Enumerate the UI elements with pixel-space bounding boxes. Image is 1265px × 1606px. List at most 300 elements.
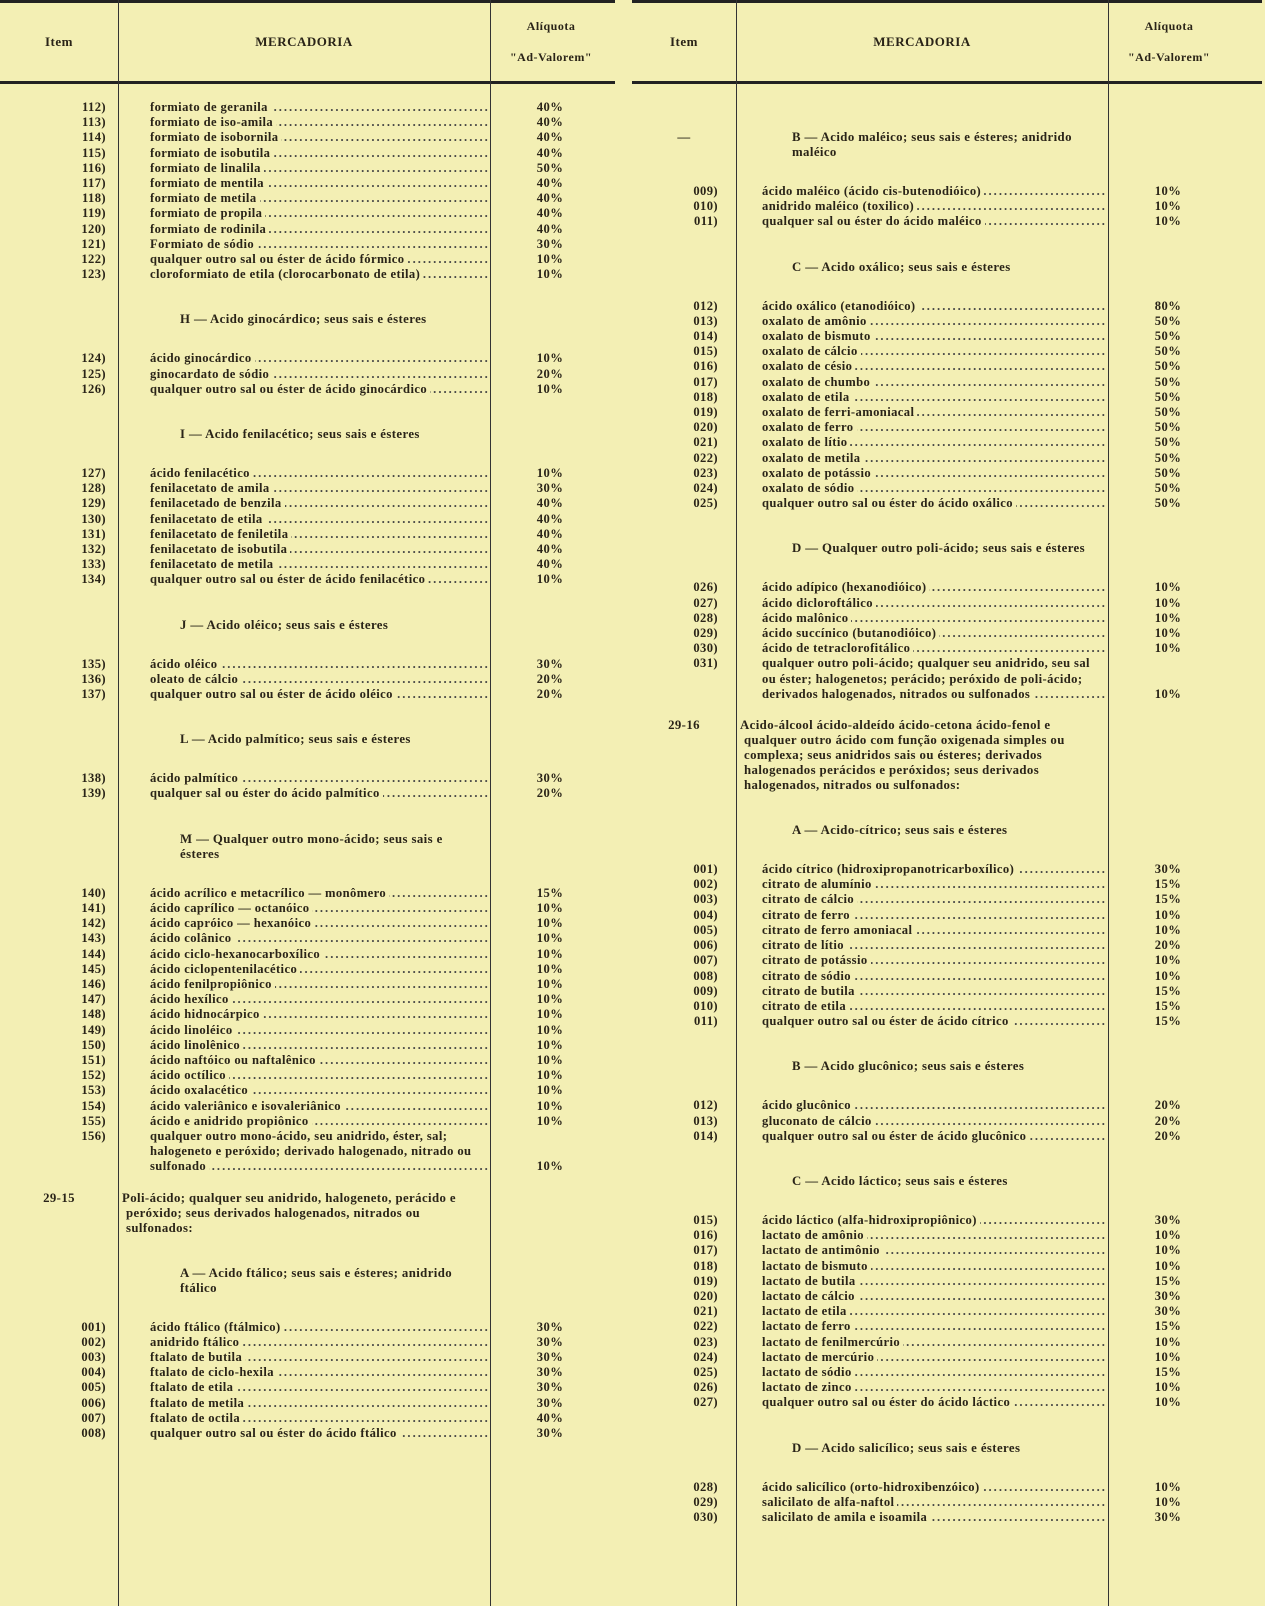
description — [150, 947, 488, 962]
description — [762, 214, 1106, 229]
row-content — [150, 992, 488, 1007]
description — [762, 1350, 1106, 1365]
aliquota-value: 30% — [536, 1425, 564, 1440]
item-code: 029) — [693, 626, 718, 641]
aliquota-value: 30% — [536, 656, 564, 671]
description — [150, 130, 488, 145]
aliquota-value: 20% — [536, 671, 564, 686]
item-code: 024) — [693, 481, 718, 496]
description — [762, 1365, 1106, 1380]
row-content — [150, 1023, 488, 1038]
description-text: qualquer sal ou éster do ácido maléico — [762, 214, 985, 228]
item-code: 018) — [693, 1258, 718, 1273]
item-code: 129) — [81, 496, 106, 511]
row-content — [150, 687, 488, 702]
description-text: lactato de ferro — [762, 1319, 854, 1333]
description-text: qualquer outro mono-ácido, seu anidrido, éster, sal; halogeneto e peróxido; derivado halogenado, nitrado ou sulfonado — [150, 1128, 472, 1174]
table-row — [81, 946, 564, 962]
table-row — [693, 465, 1182, 481]
group-code: 29-16 — [668, 718, 700, 733]
aliquota-value: 10% — [536, 992, 564, 1007]
item-code: 145) — [81, 961, 106, 976]
description — [150, 351, 488, 366]
aliquota-value: 10% — [1154, 686, 1182, 701]
description-text: ftalato de etila — [150, 1380, 236, 1394]
description-text: ácido hidnocárpico — [150, 1007, 263, 1021]
description-text: ácido oléico — [150, 657, 220, 671]
row-content — [150, 657, 488, 672]
aliquota-value: 10% — [536, 466, 564, 481]
description — [150, 977, 488, 992]
table-row — [693, 1364, 1182, 1380]
description — [150, 931, 488, 946]
heading-text: L — Acido palmítico; seus sais e ésteres — [180, 732, 411, 747]
item-code: 029) — [693, 1494, 718, 1509]
table-row — [693, 1243, 1182, 1258]
description — [150, 496, 488, 511]
description-text: ácido ginocárdico — [150, 351, 255, 365]
table-row — [81, 1098, 564, 1114]
table-row — [81, 885, 564, 901]
header-mercadoria: MERCADORIA — [873, 34, 971, 49]
description — [762, 953, 1106, 968]
description-text: ácido cítrico (hidroxipropanotricarboxílico) — [762, 862, 1017, 876]
item-code: 011) — [694, 1014, 718, 1029]
description-text: ácido ciclopentenilacético — [150, 962, 300, 976]
row-content — [150, 786, 488, 801]
item-code: 134) — [81, 572, 106, 587]
description-text: oxalato de amônio — [762, 314, 870, 328]
left-entries — [0, 100, 615, 1441]
aliquota-value: 40% — [536, 115, 564, 130]
section-heading — [792, 1059, 1102, 1074]
item-code: 017) — [693, 1243, 718, 1258]
heading-text: C — Acido oxálico; seus sais e ésteres — [792, 259, 1011, 274]
item-code: 026) — [693, 580, 718, 595]
description-text: ácido láctico (alfa-hidroxipropiônico) — [762, 1213, 980, 1227]
description — [150, 512, 488, 527]
item-code: 136) — [81, 671, 106, 686]
description-text: qualquer outro sal ou éster do ácido ftálico — [150, 1426, 400, 1440]
right-column — [632, 0, 1262, 1606]
row-content — [150, 1335, 488, 1350]
table-row — [693, 1273, 1182, 1289]
item-code: 014) — [693, 1128, 718, 1143]
item-code: 127) — [81, 466, 106, 481]
row-content — [762, 641, 1106, 656]
aliquota-value: 30% — [1154, 1212, 1182, 1227]
description-text: qualquer outro sal ou éster de ácido ginocárdico — [150, 382, 430, 396]
description-text: ácido hexílico — [150, 992, 232, 1006]
table-row — [81, 656, 564, 672]
item-code: 028) — [693, 1479, 718, 1494]
table-row — [81, 771, 564, 786]
item-code: 114) — [82, 130, 106, 145]
description-text: qualquer sal ou éster do ácido palmítico — [150, 786, 383, 800]
description-text: salicilato de alfa-naftol — [762, 1495, 897, 1509]
description — [762, 1319, 1106, 1334]
row-content — [150, 206, 488, 221]
aliquota-value: 15% — [1154, 1319, 1182, 1334]
table-row — [693, 580, 1182, 595]
table-header — [632, 0, 1262, 84]
row-content — [762, 1243, 1106, 1258]
table-row — [81, 671, 564, 687]
table-row — [693, 420, 1182, 435]
description — [762, 1213, 1106, 1228]
description — [150, 1023, 488, 1038]
aliquota-value: 40% — [536, 206, 564, 221]
item-code: 002) — [693, 877, 718, 892]
description-text: formiato de geranila — [150, 100, 271, 114]
aliquota-value: 40% — [536, 1410, 564, 1425]
description-text: ácido octílico — [150, 1068, 229, 1082]
aliquota-value: 40% — [536, 526, 564, 541]
row-content — [762, 1480, 1106, 1495]
item-code: 021) — [693, 1304, 718, 1319]
description-text: ftalato de ciclo-hexila — [150, 1365, 277, 1379]
row-content — [762, 580, 1106, 595]
aliquota-value: 50% — [1154, 344, 1182, 359]
aliquota-value: 40% — [536, 496, 564, 511]
item-code: 003) — [81, 1349, 106, 1364]
item-code: 023) — [693, 465, 718, 480]
table-row — [82, 160, 564, 176]
section-heading — [792, 260, 1102, 275]
row-content — [150, 1068, 488, 1083]
item-code: 016) — [693, 359, 718, 374]
row-content — [150, 496, 488, 511]
table-row — [693, 626, 1182, 641]
description — [762, 984, 1106, 999]
description-text: formiato de metila — [150, 191, 260, 205]
row-content — [762, 496, 1106, 511]
table-row — [81, 1349, 564, 1365]
row-content — [762, 877, 1106, 892]
table-row — [82, 145, 564, 161]
item-code: 002) — [81, 1334, 106, 1349]
heading-text: B — Acido maléico; seus sais e ésteres; anidrido maléico — [792, 130, 1072, 159]
item-code: 030) — [693, 641, 718, 656]
description-text: fenilacetato de metila — [150, 557, 277, 571]
row-content — [150, 1411, 488, 1426]
aliquota-value: 40% — [536, 176, 564, 191]
item-code: 005) — [81, 1380, 106, 1395]
item-code: 013) — [693, 1113, 718, 1128]
aliquota-value: 10% — [536, 931, 564, 946]
description-text: formiato de isobutila — [150, 146, 273, 160]
table-row — [693, 450, 1182, 466]
aliquota-value: 30% — [1154, 1509, 1182, 1524]
item-code: 141) — [81, 900, 106, 915]
aliquota-value: 20% — [1154, 1098, 1182, 1113]
description-text: oxalato de chumbo — [762, 375, 873, 389]
aliquota-value: 10% — [536, 351, 564, 366]
row-content — [150, 977, 488, 992]
aliquota-value: 10% — [536, 961, 564, 976]
table-row — [693, 1304, 1182, 1319]
description-text: citrato de lítio — [762, 938, 847, 952]
row-content — [150, 962, 488, 977]
description-text: ácido maléico (ácido cis-butenodióico) — [762, 184, 984, 198]
item-code: 131) — [81, 526, 106, 541]
table-row — [693, 1494, 1182, 1510]
table-row — [693, 1349, 1182, 1365]
description — [150, 1320, 488, 1335]
table-row — [81, 526, 564, 542]
header-aliquota-line2: "Ad-Valorem" — [1128, 50, 1210, 64]
description-text: oleato de cálcio — [150, 672, 241, 686]
table-row — [81, 381, 564, 397]
table-row — [693, 1228, 1182, 1243]
aliquota-value: 30% — [536, 1334, 564, 1349]
aliquota-value: 20% — [1154, 938, 1182, 953]
description — [150, 237, 488, 252]
row-content — [150, 351, 488, 366]
item-code: 012) — [693, 1098, 718, 1113]
group-heading — [668, 718, 1104, 793]
description — [762, 496, 1106, 511]
aliquota-value: 15% — [1154, 998, 1182, 1013]
description-text: oxalato de cálcio — [762, 344, 861, 358]
description — [762, 596, 1106, 611]
item-code: 013) — [693, 313, 718, 328]
item-code: 011) — [694, 214, 718, 229]
section-heading — [677, 130, 1102, 160]
description — [762, 1098, 1106, 1113]
table-row — [693, 595, 1182, 611]
description — [150, 161, 488, 176]
row-content — [762, 938, 1106, 953]
description-text: citrato de potássio — [762, 953, 871, 967]
row-content — [762, 1495, 1106, 1510]
description — [150, 1365, 488, 1380]
row-content — [150, 1053, 488, 1068]
row-content — [762, 969, 1106, 984]
description-text: formiato de mentila — [150, 176, 267, 190]
description — [150, 146, 488, 161]
header-aliquota — [490, 3, 612, 81]
description-text: ácido glucônico — [762, 1098, 854, 1112]
row-content — [762, 1335, 1106, 1350]
aliquota-value: 10% — [536, 1037, 564, 1052]
item-code: 025) — [693, 496, 718, 511]
description-text: lactato de fenilmercúrio — [762, 1335, 903, 1349]
table-row — [693, 1319, 1182, 1334]
item-code: 154) — [81, 1098, 106, 1113]
row-content — [762, 1365, 1106, 1380]
aliquota-value: 30% — [536, 1365, 564, 1380]
item-code: 015) — [693, 1212, 718, 1227]
description — [762, 1259, 1106, 1274]
row-content — [150, 901, 488, 916]
item-code: 022) — [693, 1319, 718, 1334]
table-row — [81, 1334, 564, 1350]
aliquota-value: 15% — [1154, 877, 1182, 892]
item-code: 126) — [81, 381, 106, 396]
table-row — [81, 466, 564, 481]
item-code: 008) — [693, 968, 718, 983]
aliquota-value: 50% — [1154, 435, 1182, 450]
description-text: formiato de rodinila — [150, 222, 269, 236]
description — [762, 1014, 1106, 1029]
item-code: 005) — [693, 922, 718, 937]
aliquota-value: 30% — [536, 236, 564, 251]
description-text: ácido fenilpropiônico — [150, 977, 275, 991]
description-text: lactato de amônio — [762, 1228, 867, 1242]
row-content — [762, 390, 1106, 405]
item-code: 139) — [81, 786, 106, 801]
aliquota-value: 50% — [536, 160, 564, 175]
aliquota-value: 40% — [536, 130, 564, 145]
description — [150, 1335, 488, 1350]
item-code: 112) — [82, 100, 106, 114]
description-text: citrato de alumínio — [762, 877, 875, 891]
aliquota-value: 15% — [1154, 1273, 1182, 1288]
table-row — [81, 221, 564, 237]
description — [762, 481, 1106, 496]
description — [762, 969, 1106, 984]
aliquota-value: 20% — [536, 786, 564, 801]
item-code: 001) — [81, 1319, 106, 1334]
aliquota-value: 50% — [1154, 374, 1182, 389]
description-text: ácido malônico — [762, 611, 851, 625]
aliquota-value: 10% — [536, 1068, 564, 1083]
table-row — [81, 572, 564, 587]
aliquota-value: 30% — [536, 1380, 564, 1395]
row-content — [762, 656, 1106, 702]
item-code: 148) — [81, 1007, 106, 1022]
left-column — [0, 0, 615, 1606]
row-content — [762, 1213, 1106, 1228]
description-text: qualquer outro poli-ácido; qualquer seu anidrido, seu sal ou éster; halogenetos; perácido; peróxido de poli-ácido; derivados halogenados, nitrados ou sulfonados — [762, 656, 1090, 701]
description — [762, 1495, 1106, 1510]
item-code: 144) — [81, 946, 106, 961]
table-row — [693, 998, 1182, 1014]
description-text: ácido colânico — [150, 931, 235, 945]
description — [762, 359, 1106, 374]
description — [762, 1114, 1106, 1129]
aliquota-value: 40% — [536, 557, 564, 572]
description-text: anidrido ftálico — [150, 1335, 242, 1349]
description-text: oxalato de etila — [762, 390, 853, 404]
description — [150, 542, 488, 557]
description — [150, 901, 488, 916]
row-content — [150, 115, 488, 130]
item-code: — — [677, 130, 691, 144]
item-code: 124) — [81, 351, 106, 366]
item-code: 151) — [81, 1052, 106, 1067]
description-text: oxalato de sódio — [762, 481, 857, 495]
aliquota-value: 20% — [1154, 1128, 1182, 1143]
description — [762, 184, 1106, 199]
aliquota-value: 10% — [1154, 1395, 1182, 1410]
aliquota-value: 40% — [536, 100, 564, 114]
item-code: 156) — [81, 1128, 106, 1143]
description-text: ácido naftóico ou naftalênico — [150, 1053, 319, 1067]
item-code: 117) — [82, 176, 106, 191]
aliquota-value: 15% — [1154, 892, 1182, 907]
table-row — [81, 1410, 564, 1426]
section-heading — [180, 427, 484, 442]
item-code: 010) — [693, 998, 718, 1013]
table-row — [693, 877, 1182, 892]
aliquota-value: 10% — [1154, 1228, 1182, 1243]
row-content — [150, 1426, 488, 1441]
row-content — [150, 931, 488, 946]
row-content — [762, 862, 1106, 877]
aliquota-value: 50% — [1154, 420, 1182, 435]
aliquota-value: 10% — [536, 1052, 564, 1067]
table-row — [81, 916, 564, 931]
row-content — [150, 557, 488, 572]
item-code: 152) — [81, 1068, 106, 1083]
table-row — [81, 1022, 564, 1038]
row-content — [762, 214, 1106, 229]
item-code: 030) — [693, 1509, 718, 1524]
aliquota-value: 10% — [1154, 953, 1182, 968]
table-row — [694, 214, 1182, 229]
description — [150, 206, 488, 221]
row-content — [762, 359, 1106, 374]
item-code: 012) — [693, 298, 718, 313]
description-text: formiato de propila — [150, 206, 265, 220]
header-aliquota-line1: Alíquota — [1144, 19, 1194, 33]
aliquota-value: 10% — [1154, 1380, 1182, 1395]
row-content — [762, 908, 1106, 923]
table-row — [81, 252, 564, 267]
table-row — [693, 1098, 1182, 1113]
item-code: 004) — [693, 907, 718, 922]
table-row — [81, 542, 564, 557]
table-row — [81, 236, 564, 252]
row-content — [150, 572, 488, 587]
description-text: oxalato de césio — [762, 359, 855, 373]
description — [762, 1289, 1106, 1304]
table-row — [693, 1128, 1182, 1144]
item-code: 132) — [81, 542, 106, 557]
aliquota-value: 10% — [536, 1159, 564, 1174]
row-content — [150, 222, 488, 237]
aliquota-value: 10% — [1154, 595, 1182, 610]
item-code: 118) — [82, 191, 106, 206]
row-content — [762, 405, 1106, 420]
table-row — [81, 351, 564, 366]
description — [762, 641, 1106, 656]
table-row — [82, 176, 564, 191]
aliquota-value: 10% — [536, 946, 564, 961]
table-row — [81, 931, 564, 946]
description-text: citrato de butila — [762, 984, 858, 998]
description-text: qualquer outro sal ou éster de ácido oléico — [150, 687, 396, 701]
row-content — [150, 1038, 488, 1053]
table-row — [81, 687, 564, 702]
table-header — [0, 0, 615, 84]
table-row — [81, 1037, 564, 1053]
description — [762, 390, 1106, 405]
row-content — [150, 672, 488, 687]
aliquota-value: 50% — [1154, 359, 1182, 374]
row-content — [150, 191, 488, 206]
description-text: qualquer outro sal ou éster de ácido fenilacético — [150, 572, 428, 586]
item-code: 153) — [81, 1083, 106, 1098]
section-heading — [792, 541, 1102, 556]
row-content — [150, 1320, 488, 1335]
group-text: Poli-ácido; qualquer seu anidrido, halogeneto, perácido e peróxido; seus derivados halogenados, nitrados ou sulfonados: — [122, 1190, 456, 1235]
description — [762, 314, 1106, 329]
item-code: 026) — [693, 1380, 718, 1395]
description-text: ftalato de butila — [150, 1350, 245, 1364]
